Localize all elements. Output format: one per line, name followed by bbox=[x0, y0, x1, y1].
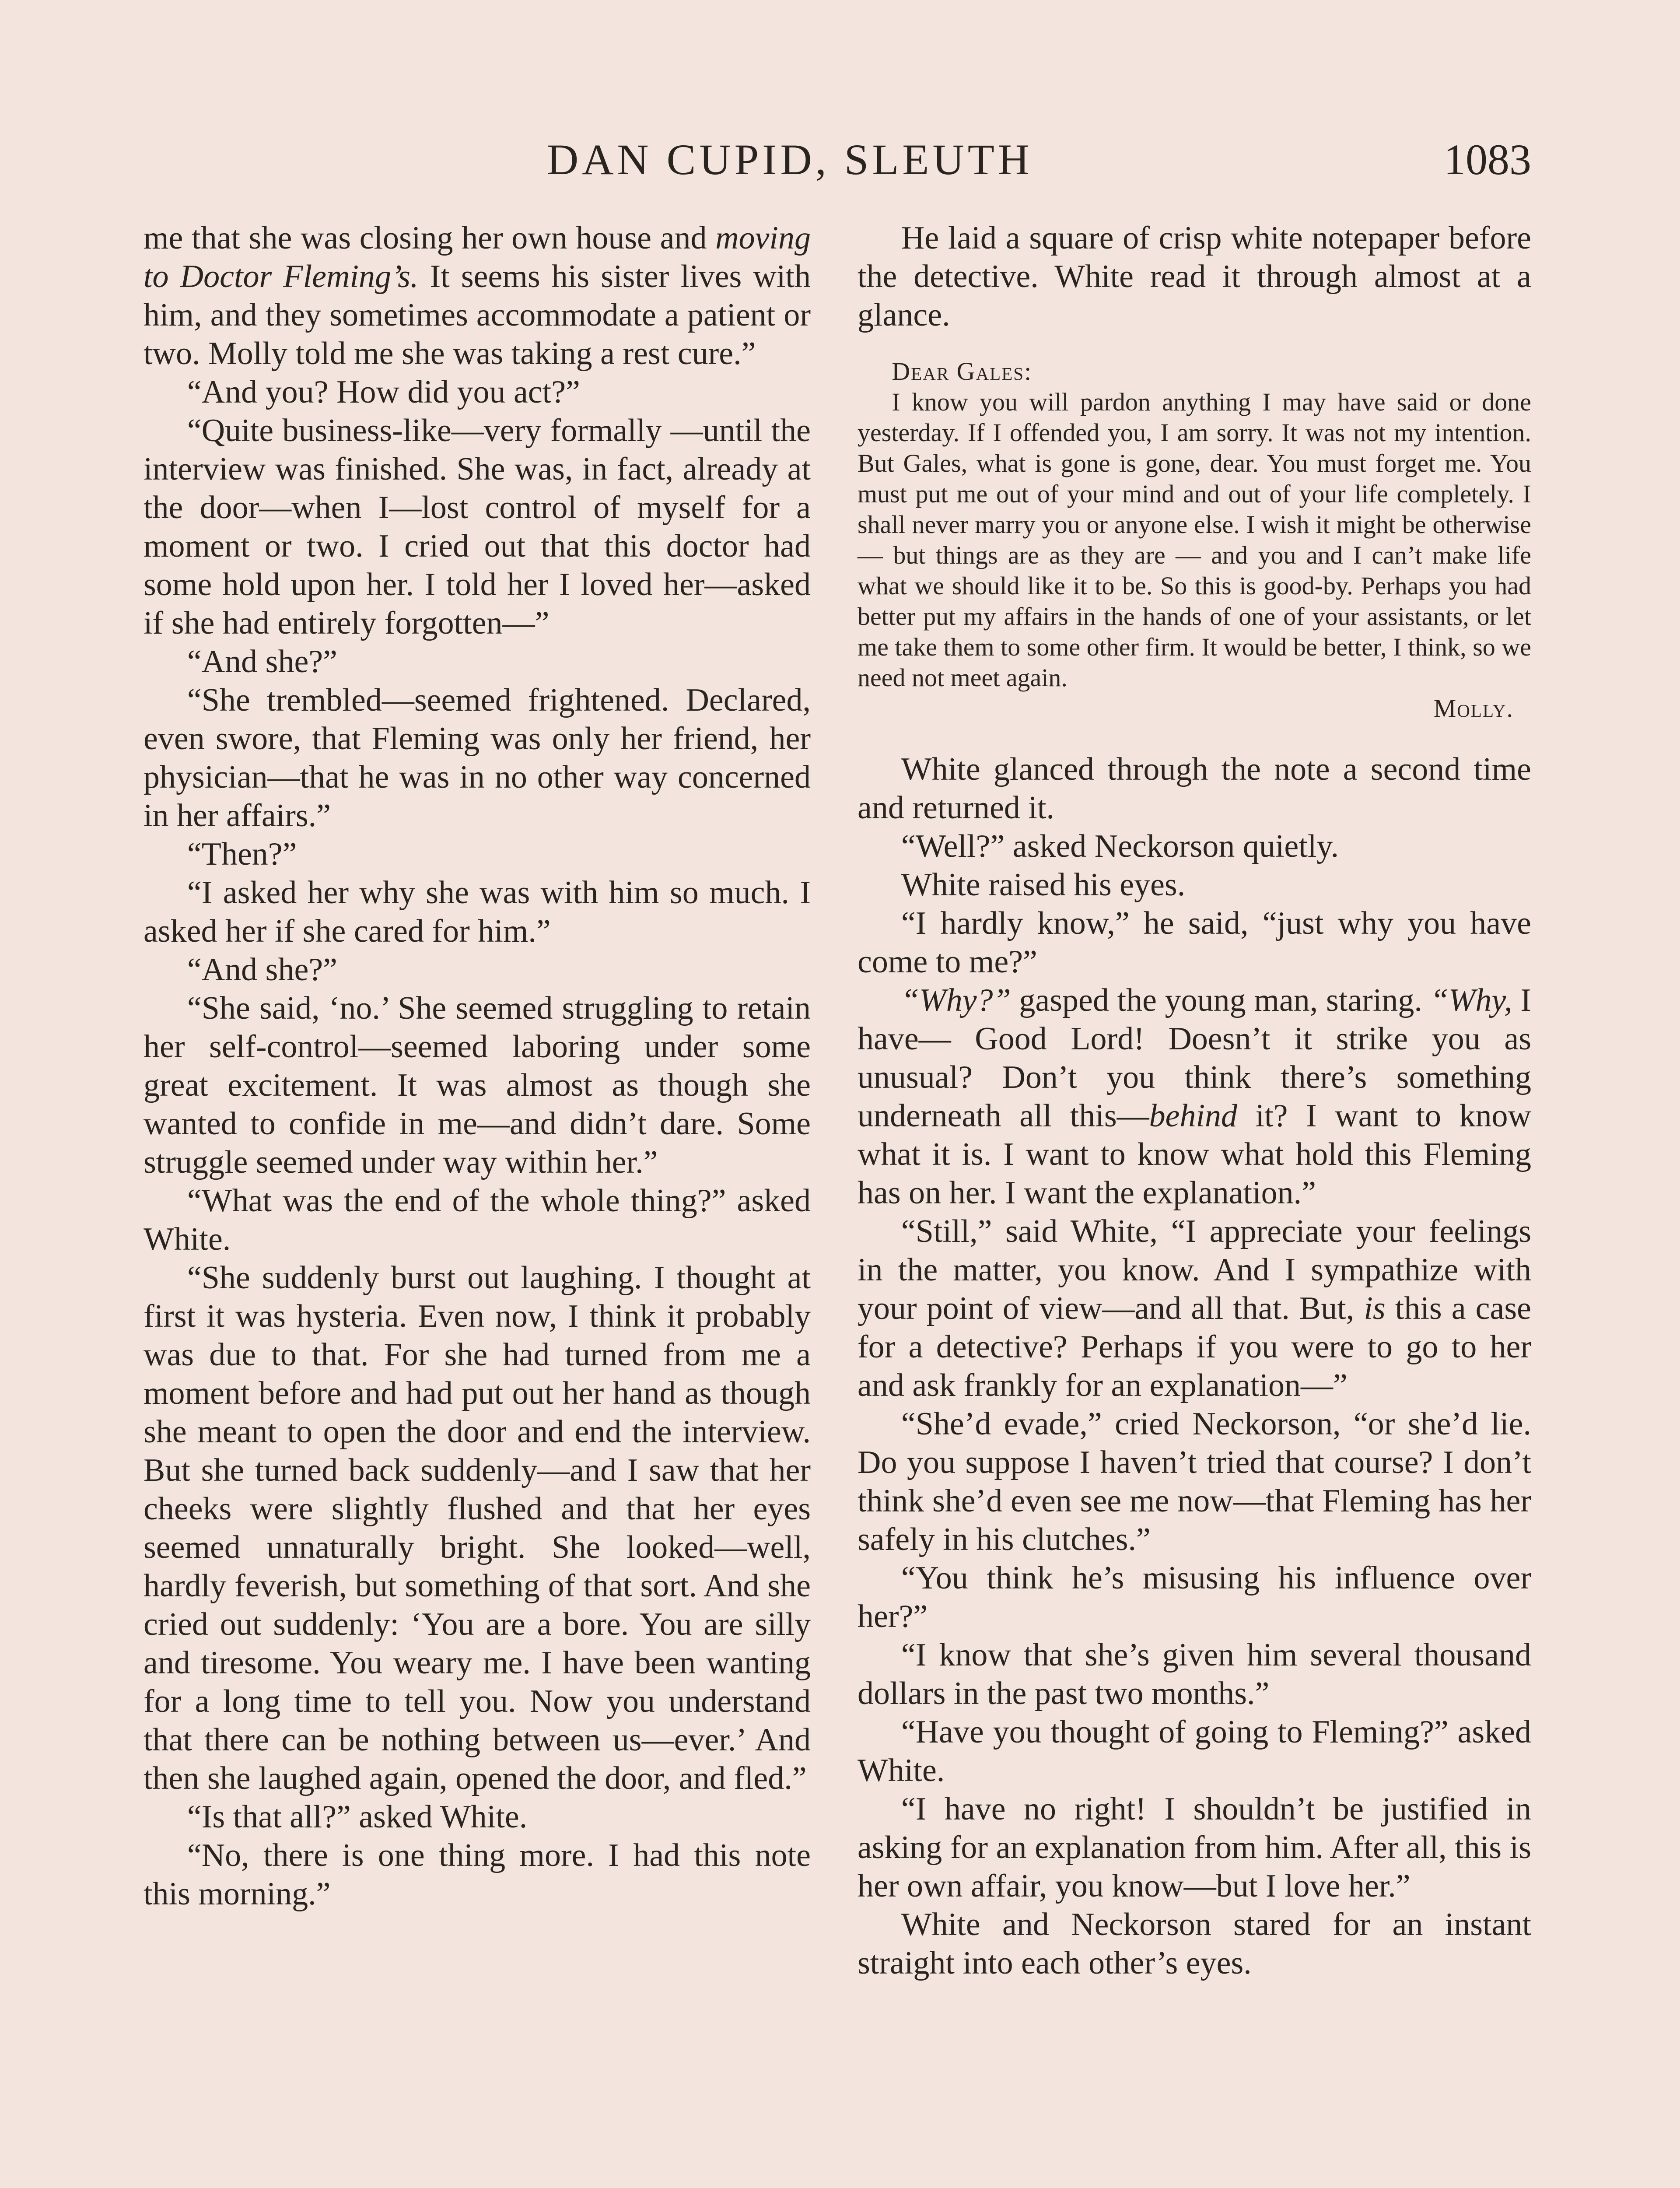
paragraph: “She trembled—seemed frightened. Declared, even swore, that Fleming was only her friend, her physician—that he was in no other way concerned in her affairs.” bbox=[144, 682, 811, 834]
italic-text: “Why?” bbox=[901, 982, 1011, 1018]
page-number: 1083 bbox=[1444, 135, 1531, 184]
right-paragraphs bbox=[858, 750, 1531, 1982]
letter-signature: Molly. bbox=[1433, 694, 1514, 722]
italic-text: is bbox=[1364, 1290, 1386, 1326]
paragraph: “What was the end of the whole thing?” asked White. bbox=[144, 1183, 811, 1257]
paragraph: “Quite business-like—very formally —until the interview was finished. She was, in fact, already at the door—when I—lost control of myself for a moment or two. I cried out that this doctor had some hold upon her. I told her I loved her—asked if she had entirely forgotten—” bbox=[144, 413, 811, 641]
italic-text: “Why, bbox=[1430, 982, 1512, 1018]
quoted-letter bbox=[858, 356, 1531, 724]
paragraph: “And she?” bbox=[187, 952, 338, 988]
paragraph: White glanced through the note a second time and returned it. bbox=[858, 751, 1531, 826]
paragraph: White raised his eyes. bbox=[901, 867, 1186, 903]
paragraph: “She’d evade,” cried Neckorson, “or she’d lie. Do you suppose I haven’t tried that course? I don’t think she’d even see me now—that Fleming has her safely in his clutches.” bbox=[858, 1406, 1531, 1557]
running-head bbox=[0, 131, 1680, 188]
running-title: DAN CUPID, SLEUTH bbox=[547, 135, 1033, 184]
paragraph: “Is that all?” asked White. bbox=[187, 1799, 528, 1835]
paragraph: “You think he’s misusing his influence over her?” bbox=[858, 1560, 1531, 1634]
paragraph: “She said, ‘no.’ She seemed struggling to retain her self-control—seemed laboring under some great excitement. It was almost as though she wanted to confide in me—and didn’t dare. Some struggle seemed under way within her.” bbox=[144, 990, 811, 1180]
paragraph: “I asked her why she was with him so much. I asked her if she cared for him.” bbox=[144, 875, 811, 949]
paragraph: “And she?” bbox=[187, 644, 338, 680]
paragraph: “Then?” bbox=[187, 836, 297, 872]
paragraph: “Still,” said White, “I appreciate your feelings in the matter, you know. And I sympathize with your point of view—and all that. But, is this a case for a detective? Perhaps if you were to go to her and ask frankly for an explanation—” bbox=[858, 1213, 1531, 1403]
paragraph: White and Neckorson stared for an instant straight into each other’s eyes. bbox=[858, 1907, 1531, 1981]
paragraph: “She suddenly burst out laughing. I thought at first it was hysteria. Even now, I think it probably was due to that. For she had turned from me a moment before and had put out her hand as though she meant to open the door and end the interview. But she turned back suddenly—and I saw that her cheeks were slightly flushed and that her eyes seemed unnaturally bright. She looked—well, hardly feverish, but something of that sort. And she cried out suddenly: ‘You are a bore. You are silly and tiresome. You weary me. I have been wanting for a long time to tell you. Now you understand that there can be nothing between us—ever.’ And then she laughed again, opened the door, and fled.” bbox=[144, 1260, 811, 1796]
intro-paragraph: He laid a square of crisp white notepaper before the detective. White read it through almost at a glance. bbox=[858, 220, 1531, 333]
paragraph: me that she was closing her own house and moving to Doctor Fleming’s. It seems his sister lives with him, and they sometimes accommodate a patient or two. Molly told me she was taking a rest cure.” bbox=[144, 220, 811, 372]
paragraph: “And you? How did you act?” bbox=[187, 374, 580, 410]
left-text-column bbox=[144, 219, 811, 1913]
paragraph: “Why?” gasped the young man, staring. “Why, I have— Good Lord! Doesn’t it strike you as unusual? Don’t you think there’s something underneath all this—behind it? I want to know what it is. I want to know what hold this Fleming has on her. I want the explanation.” bbox=[858, 982, 1531, 1211]
paragraph: “I know that she’s given him several thousand dollars in the past two months.” bbox=[858, 1637, 1531, 1711]
paragraph: “Have you thought of going to Fleming?” asked White. bbox=[858, 1714, 1531, 1788]
italic-text: moving to Doctor Fleming’s. bbox=[144, 220, 811, 295]
paragraph: “No, there is one thing more. I had this note this morning.” bbox=[144, 1837, 811, 1912]
paragraph: “I have no right! I shouldn’t be justified in asking for an explanation from him. After all, this is her own affair, you know—but I love her.” bbox=[858, 1791, 1531, 1904]
paragraph: “Well?” asked Neckorson quietly. bbox=[901, 828, 1339, 864]
right-text-column bbox=[858, 219, 1531, 1982]
paragraph: “I hardly know,” he said, “just why you have come to me?” bbox=[858, 905, 1531, 980]
italic-text: behind bbox=[1149, 1098, 1238, 1134]
letter-salutation: Dear Gales: bbox=[892, 357, 1032, 386]
letter-body: I know you will pardon anything I may have said or done yesterday. If I offended you, I am sorry. It was not my intention. But Gales, what is gone is gone, dear. You must forget me. You must put me out of your mind and out of your life completely. I shall never marry you or anyone else. I wish it might be otherwise — but things are as they are — and you and I can’t make life what we should like it to be. So this is good-by. Perhaps you had better put my affairs in the hands of one of your assistants, or let me take them to some other firm. It would be better, I think, so we need not meet again. bbox=[858, 388, 1531, 692]
